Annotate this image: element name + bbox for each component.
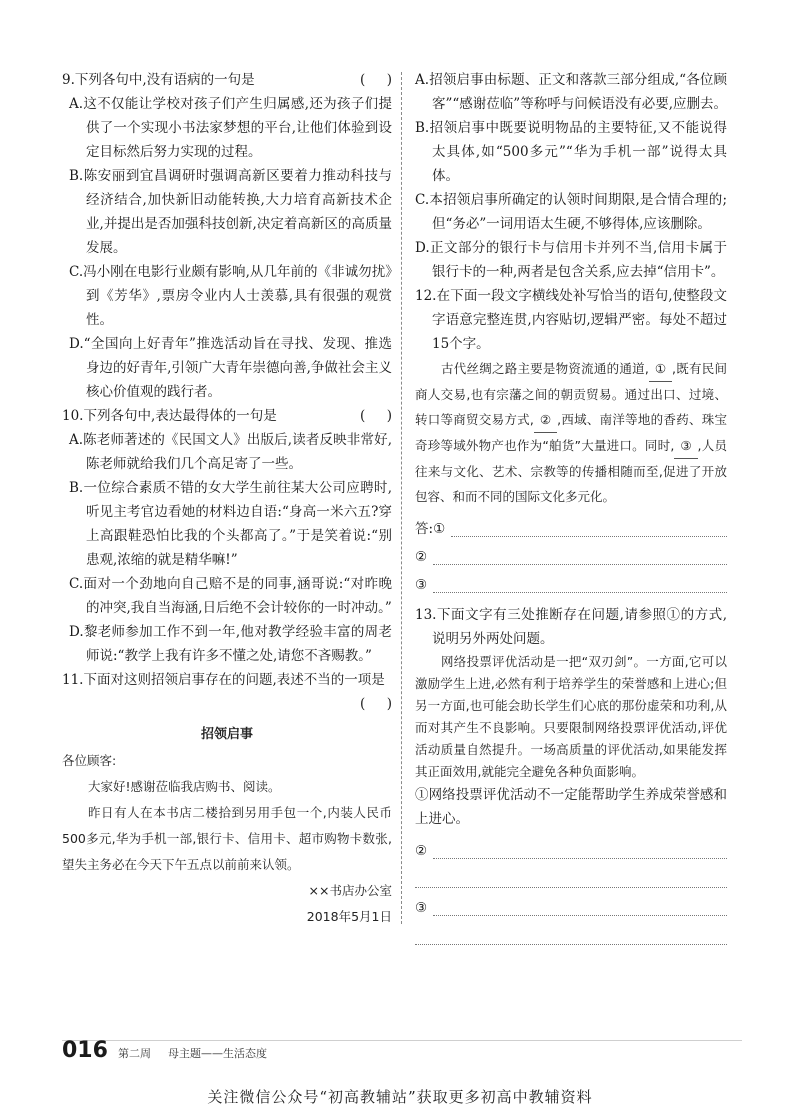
- q13-answer-line-2[interactable]: [415, 831, 727, 859]
- q9-stem: 9.下列各句中,没有语病的一句是: [62, 72, 255, 88]
- q13-stem: 13.下面文字有三处推断存在问题,请参照①的方式,说明另外两处问题。: [415, 607, 727, 647]
- page-footer-rule: [62, 1040, 742, 1067]
- page-number: 016: [62, 1038, 108, 1063]
- q11-answer-paren[interactable]: ( ): [360, 696, 392, 712]
- q12-answer-line-2[interactable]: [415, 537, 727, 565]
- q13-answer-line-3[interactable]: [415, 888, 727, 916]
- lost-found-notice: [62, 722, 392, 930]
- q13-answer-line-3b[interactable]: [415, 916, 727, 945]
- q12-passage-part2: ,既有民间商人交易,也有宗藩之间的朝贡贸易。通过出口、过境、转口等商贸交易方式,: [415, 361, 727, 427]
- q12-stem: 12.在下面一段文字横线处补写恰当的语句,使整段文字语意完整连贯,内容贴切,逻辑严密。每处不超过15个字。: [415, 288, 727, 352]
- footer-theme: 母主题——生活态度: [168, 1047, 267, 1060]
- notice-title: 招领启事: [200, 727, 253, 742]
- q11-option-a: A.招领启事由标题、正文和落款三部分组成,“各位顾客”“感谢莅临”等称呼与问候语没有必要,应删去。: [415, 72, 727, 112]
- q13-answer-mark-2: ②: [415, 843, 428, 859]
- q13-example-answer: ①网络投票评优活动不一定能帮助学生养成荣誉感和上进心。: [415, 787, 727, 827]
- question-11: [62, 668, 392, 930]
- q12-answer-mark-3: ③: [415, 577, 428, 593]
- q13-passage: 网络投票评优活动是一把“双刃剑”。一方面,它可以激励学生上进,必然有利于培养学生的荣誉感和上进心;但另一方面,也可能会助长学生们心底的那份虚荣和功利,从而对其产生不良影响。只要限制网络投票评优活动,评优活动质量自然提升。一场高质量的评优活动,如果能发挥其正面效用,就能完全避免各种负面影响。: [415, 654, 727, 779]
- q9-option-d: D.“全国向上好青年”推选活动旨在寻找、发现、推选身边的好青年,引领广大青年崇德向善,争做社会主义核心价值观的践行者。: [69, 336, 392, 400]
- q12-answer-line-1[interactable]: [415, 509, 727, 537]
- q12-answer-mark-1: ①: [433, 521, 446, 537]
- q10-option-c: C.面对一个劲地向自己赔不是的同事,涵哥说:“对昨晚的冲突,我自当海涵,日后绝不会计较你的一时冲动。”: [69, 576, 392, 616]
- question-10: [62, 404, 392, 668]
- q12-passage: [415, 356, 727, 509]
- q10-option-b: B.一位综合素质不错的女大学生前往某大公司应聘时,听见主考官边看她的材料边自语:“身高一米六五?穿上高跟鞋恐怕比我的个头都高了。”于是笑着说:“别患观,浓缩的就是精华嘛!”: [69, 480, 392, 568]
- q12-answer-mark-2: ②: [415, 549, 428, 565]
- q9-option-a: A.这不仅能让学校对孩子们产生归属感,还为孩子们提供了一个实现小书法家梦想的平台,让他们体验到设定目标然后努力实现的过程。: [69, 96, 392, 160]
- q11-option-d: D.正文部分的银行卡与信用卡并列不当,信用卡属于银行卡的一种,两者是包含关系,应去掉“信用卡”。: [415, 240, 727, 280]
- question-9: [62, 68, 392, 404]
- q9-option-c: C.冯小刚在电影行业颇有影响,从几年前的《非诚勿扰》到《芳华》,票房令业内人士羡慕,具有很强的观赏性。: [69, 264, 392, 328]
- notice-line1: 大家好!感谢莅临我店购书、阅读。: [88, 779, 281, 794]
- q10-answer-paren[interactable]: ( ): [360, 408, 392, 424]
- q9-answer-paren[interactable]: ( ): [360, 72, 392, 88]
- q10-stem: 10.下列各句中,表达最得体的一句是: [62, 408, 277, 424]
- notice-date: 2018年5月1日: [306, 909, 392, 924]
- q12-answer-label: 答:: [415, 521, 434, 537]
- q10-option-d: D.黎老师参加工作不到一年,他对教学经验丰富的周老师说:“教学上我有许多不懂之处,请您不吝赐教。”: [69, 624, 392, 664]
- footer-week: 第二周: [118, 1047, 151, 1060]
- q12-blank-3[interactable]: ③: [674, 433, 697, 459]
- q12-blank-2[interactable]: ②: [534, 407, 557, 433]
- q12-passage-part3: ,西域、南洋等地的香药、珠宝奇珍等域外物产也作为“舶货”大量进口。同时,: [415, 412, 727, 453]
- q12-passage-part1: 古代丝绸之路主要是物资流通的通道,: [441, 361, 649, 376]
- right-column: [415, 68, 727, 945]
- q13-answer-line-2b[interactable]: [415, 859, 727, 888]
- question-12: [415, 284, 727, 593]
- notice-signature: ××书店办公室: [308, 883, 392, 898]
- q11-stem: 11.下面对这则招领启事存在的问题,表述不当的一项是: [62, 672, 385, 688]
- notice-body: 昨日有人在本书店二楼拾到另用手包一个,内装人民币500多元,华为手机一部,银行卡、信用卡、超市购物卡数张,望失主务必在今天下午五点以前前来认领。: [62, 805, 392, 872]
- q10-option-a: A.陈老师著述的《民国文人》出版后,读者反映非常好,陈老师就给我们几个高足寄了一些。: [69, 432, 392, 472]
- q11-option-c: C.本招领启事所确定的认领时间期限,是合情合理的;但“务必”一词用语太生硬,不够得体,应该删除。: [415, 192, 727, 232]
- column-divider: [401, 72, 402, 924]
- left-column: [62, 68, 392, 930]
- q12-answer-line-3[interactable]: [415, 565, 727, 593]
- notice-greeting: 各位顾客:: [62, 753, 117, 768]
- q12-passage-part4: ,人员往来与文化、艺术、宗教等的传播相随而至,促进了开放包容、和而不同的国际文化多元化。: [415, 438, 727, 504]
- q9-option-b: B.陈安丽到宜昌调研时强调高新区要着力推动科技与经济结合,加快新旧动能转换,大力培育高新技术企业,并提出是否加强科技创新,决定着高新区的高质量发展。: [69, 168, 392, 256]
- bottom-promo-note: 关注微信公众号“初高教辅站”获取更多初高中教辅资料: [207, 1088, 593, 1106]
- q11-options: [415, 68, 727, 284]
- q13-answer-mark-3: ③: [415, 900, 428, 916]
- q12-blank-1[interactable]: ①: [649, 356, 672, 382]
- question-13: [415, 603, 727, 945]
- q11-option-b: B.招领启事中既要说明物品的主要特征,又不能说得太具体,如“500多元”“华为手机一部”说得太具体。: [415, 120, 727, 184]
